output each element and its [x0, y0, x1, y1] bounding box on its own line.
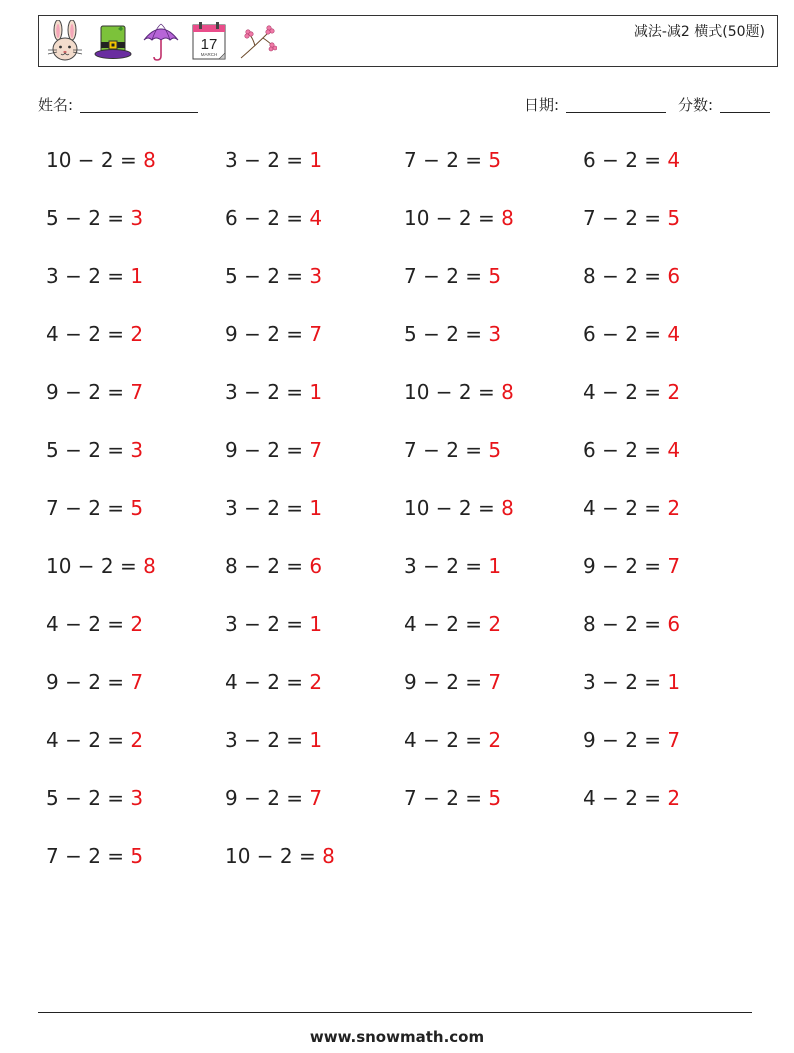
problem-answer: 4	[667, 148, 681, 172]
problem-answer: 2	[309, 670, 323, 694]
problem-answer: 3	[488, 322, 502, 346]
problem-item	[583, 720, 762, 778]
problem-item	[225, 430, 404, 488]
problem-answer: 2	[488, 728, 502, 752]
problem-answer: 6	[667, 612, 681, 636]
problem-answer: 1	[130, 264, 144, 288]
problem-answer: 7	[130, 380, 144, 404]
problem-answer: 2	[130, 612, 144, 636]
name-line	[80, 112, 198, 113]
footer-url: www.snowmath.com	[309, 1028, 485, 1046]
problem-question: 7 − 2 =	[404, 438, 489, 462]
problem-item	[404, 198, 583, 256]
problem-question: 6 − 2 =	[583, 438, 668, 462]
problem-item	[225, 604, 404, 662]
problem-question: 10 − 2 =	[46, 148, 144, 172]
date-line	[566, 112, 666, 113]
problem-question: 5 − 2 =	[46, 786, 131, 810]
problem-item	[46, 198, 225, 256]
problem-question: 4 − 2 =	[404, 728, 489, 752]
problem-answer: 7	[667, 728, 681, 752]
problem-question: 4 − 2 =	[46, 728, 131, 752]
problem-item	[404, 256, 583, 314]
problem-question: 6 − 2 =	[583, 148, 668, 172]
problem-answer: 7	[667, 554, 681, 578]
problem-item	[46, 488, 225, 546]
problem-answer: 7	[488, 670, 502, 694]
problem-answer: 3	[130, 438, 144, 462]
problem-item	[583, 314, 762, 372]
score-label: 分数:	[678, 96, 714, 114]
problem-answer: 2	[667, 496, 681, 520]
problem-question: 3 − 2 =	[46, 264, 131, 288]
problem-answer: 7	[309, 786, 323, 810]
problem-answer: 5	[488, 148, 502, 172]
problem-question: 4 − 2 =	[583, 380, 668, 404]
problem-answer: 8	[322, 844, 335, 868]
problem-question: 10 − 2 =	[404, 496, 502, 520]
problem-answer: 1	[667, 670, 681, 694]
problem-item	[404, 662, 583, 720]
problem-question: 8 − 2 =	[225, 554, 310, 578]
problem-item	[404, 720, 583, 778]
problem-question: 9 − 2 =	[225, 786, 310, 810]
problem-item	[46, 430, 225, 488]
problem-question: 9 − 2 =	[46, 380, 131, 404]
problem-answer: 3	[130, 786, 144, 810]
problem-answer: 1	[309, 496, 323, 520]
problem-question: 10 − 2 =	[404, 206, 502, 230]
problem-answer: 5	[488, 786, 502, 810]
problem-answer: 5	[130, 844, 144, 868]
problem-item	[225, 720, 404, 778]
svg-text:17: 17	[200, 36, 218, 53]
problem-question: 5 − 2 =	[46, 438, 131, 462]
problem-question: 7 − 2 =	[46, 844, 131, 868]
problem-item	[583, 604, 762, 662]
problem-question: 5 − 2 =	[404, 322, 489, 346]
problem-answer: 7	[130, 670, 144, 694]
problem-item	[583, 256, 762, 314]
problem-question: 9 − 2 =	[225, 322, 310, 346]
name-label: 姓名:	[38, 96, 74, 114]
problem-item	[404, 546, 583, 604]
problem-item	[46, 546, 225, 604]
problem-answer: 6	[309, 554, 323, 578]
problem-question: 3 − 2 =	[225, 496, 310, 520]
score-line	[720, 112, 770, 113]
problem-item	[225, 778, 404, 836]
problem-item	[225, 488, 404, 546]
problem-answer: 1	[488, 554, 502, 578]
problem-item	[225, 836, 404, 894]
problem-item	[46, 662, 225, 720]
problem-question: 4 − 2 =	[404, 612, 489, 636]
problem-item	[225, 314, 404, 372]
problem-item	[46, 778, 225, 836]
problem-question: 5 − 2 =	[46, 206, 131, 230]
problem-answer: 7	[309, 438, 323, 462]
problem-question: 6 − 2 =	[583, 322, 668, 346]
problem-answer: 2	[667, 380, 681, 404]
problem-answer: 7	[309, 322, 323, 346]
problem-question: 10 − 2 =	[46, 554, 144, 578]
problem-question: 3 − 2 =	[225, 728, 310, 752]
problem-grid	[46, 140, 762, 894]
problem-answer: 3	[130, 206, 144, 230]
problem-question: 4 − 2 =	[583, 496, 668, 520]
problem-answer: 8	[143, 148, 156, 172]
icon-strip	[45, 20, 277, 62]
problem-answer: 5	[667, 206, 681, 230]
problem-question: 7 − 2 =	[404, 148, 489, 172]
calendar-icon	[189, 20, 229, 62]
problem-item	[46, 604, 225, 662]
problem-answer: 4	[667, 322, 681, 346]
problem-item	[583, 546, 762, 604]
problem-answer: 8	[501, 380, 514, 404]
problem-question: 3 − 2 =	[225, 148, 310, 172]
problem-question: 8 − 2 =	[583, 612, 668, 636]
date-label: 日期:	[524, 96, 560, 114]
problem-answer: 6	[667, 264, 681, 288]
problem-item	[583, 140, 762, 198]
problem-item	[46, 140, 225, 198]
problem-question: 7 − 2 =	[583, 206, 668, 230]
problem-item	[404, 604, 583, 662]
problem-question: 7 − 2 =	[46, 496, 131, 520]
problem-question: 4 − 2 =	[225, 670, 310, 694]
problem-question: 3 − 2 =	[404, 554, 489, 578]
problem-question: 7 − 2 =	[404, 786, 489, 810]
problem-item	[404, 778, 583, 836]
problem-answer: 1	[309, 148, 323, 172]
flower-branch-icon	[237, 20, 277, 62]
problem-item	[583, 430, 762, 488]
problem-question: 5 − 2 =	[225, 264, 310, 288]
problem-question: 4 − 2 =	[583, 786, 668, 810]
worksheet-header	[38, 15, 778, 67]
problem-item	[583, 488, 762, 546]
problem-question: 4 − 2 =	[46, 612, 131, 636]
problem-item	[225, 140, 404, 198]
problem-answer: 4	[309, 206, 323, 230]
problem-answer: 5	[130, 496, 144, 520]
footer-divider	[38, 1012, 752, 1013]
problem-question: 3 − 2 =	[225, 612, 310, 636]
problem-item	[404, 140, 583, 198]
problem-item	[46, 836, 225, 894]
problem-question: 3 − 2 =	[583, 670, 668, 694]
problem-question: 10 − 2 =	[225, 844, 323, 868]
umbrella-icon	[141, 20, 181, 62]
problem-item	[225, 546, 404, 604]
problem-question: 7 − 2 =	[404, 264, 489, 288]
problem-item	[225, 198, 404, 256]
problem-question: 9 − 2 =	[583, 728, 668, 752]
problem-question: 9 − 2 =	[583, 554, 668, 578]
problem-item	[404, 314, 583, 372]
problem-question: 4 − 2 =	[46, 322, 131, 346]
problem-answer: 8	[501, 496, 514, 520]
problem-answer: 1	[309, 380, 323, 404]
problem-item	[583, 778, 762, 836]
leprechaun-hat-icon	[93, 20, 133, 62]
problem-item	[404, 430, 583, 488]
problem-item	[46, 256, 225, 314]
problem-item	[46, 372, 225, 430]
problem-question: 8 − 2 =	[583, 264, 668, 288]
problem-item	[225, 372, 404, 430]
problem-item	[404, 488, 583, 546]
problem-answer: 8	[501, 206, 514, 230]
problem-answer: 1	[309, 728, 323, 752]
problem-answer: 2	[667, 786, 681, 810]
problem-question: 9 − 2 =	[404, 670, 489, 694]
svg-text:MARCH: MARCH	[200, 52, 218, 57]
problem-item	[583, 198, 762, 256]
problem-question: 9 − 2 =	[225, 438, 310, 462]
problem-item	[225, 662, 404, 720]
problem-answer: 5	[488, 438, 502, 462]
problem-answer: 2	[488, 612, 502, 636]
problem-answer: 1	[309, 612, 323, 636]
problem-item	[225, 256, 404, 314]
worksheet-title: 减法-减2 横式(50题)	[633, 24, 765, 40]
problem-item	[404, 372, 583, 430]
problem-question: 6 − 2 =	[225, 206, 310, 230]
problem-answer: 2	[130, 322, 144, 346]
problem-answer: 2	[130, 728, 144, 752]
problem-item	[583, 372, 762, 430]
problem-item	[583, 662, 762, 720]
problem-answer: 4	[667, 438, 681, 462]
problem-question: 9 − 2 =	[46, 670, 131, 694]
problem-answer: 5	[488, 264, 502, 288]
problem-answer: 3	[309, 264, 323, 288]
problem-item	[46, 314, 225, 372]
problem-question: 3 − 2 =	[225, 380, 310, 404]
rabbit-icon	[45, 20, 85, 62]
problem-item	[46, 720, 225, 778]
problem-question: 10 − 2 =	[404, 380, 502, 404]
problem-answer: 8	[143, 554, 156, 578]
